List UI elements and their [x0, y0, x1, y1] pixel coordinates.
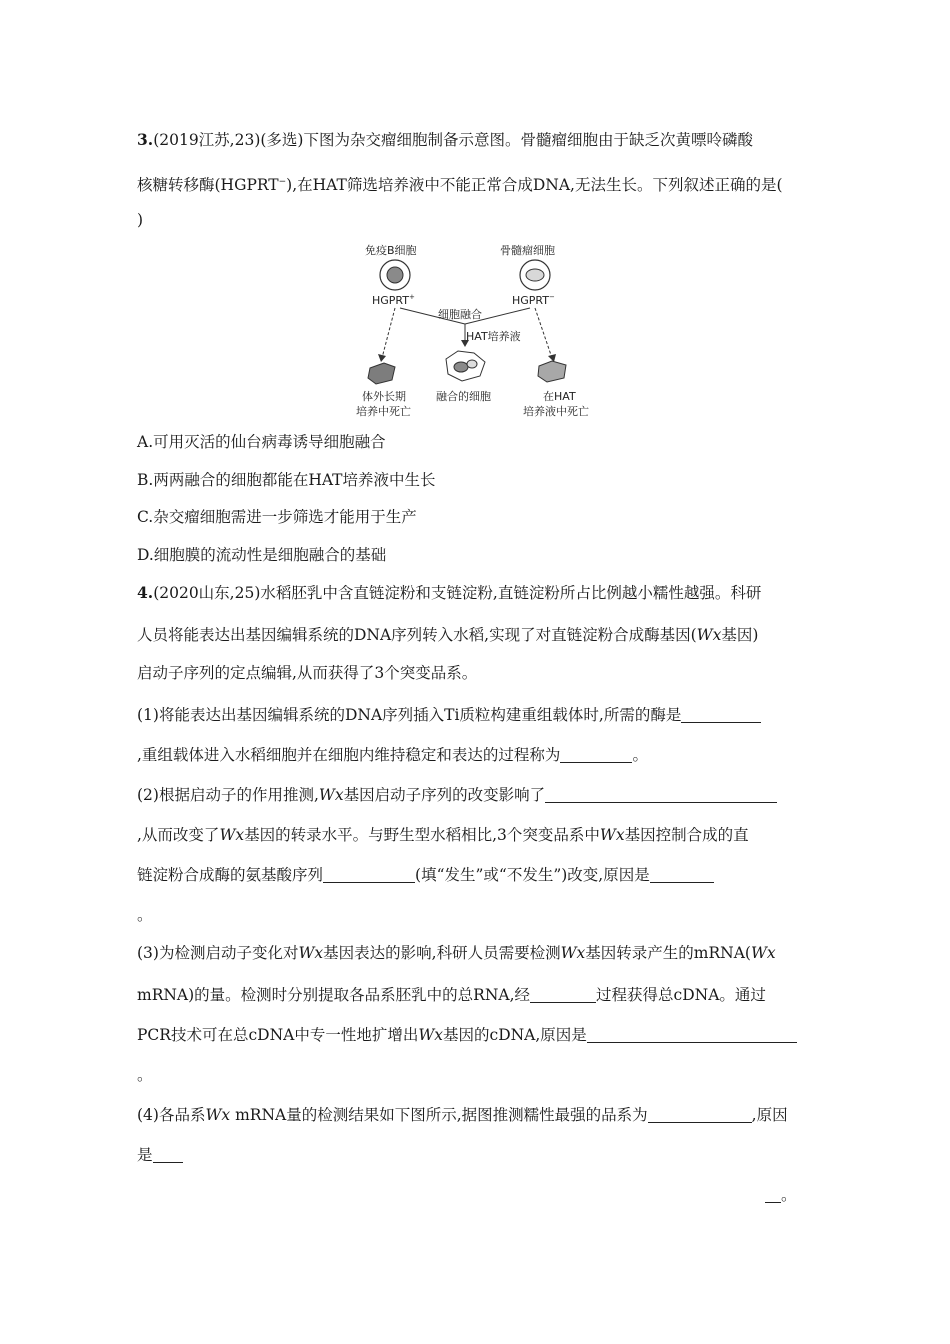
p3-text-3b: 基因的cDNA,原因是 [443, 1026, 587, 1044]
p4-end-mark: 。 [781, 1186, 797, 1204]
option-b: B.两两融合的细胞都能在HAT培养液中生长 [137, 471, 436, 489]
q4-source: (2020山东,25) [153, 584, 261, 602]
q3-number: 3. [137, 130, 154, 149]
fused-label: 融合的细胞 [436, 390, 491, 403]
q3-stem-2b: ),在HAT筛选培养液中不能正常合成DNA,无法生长。下列叙述正确的是( [286, 176, 783, 195]
p1-text: (1)将能表达出基因编辑系统的DNA序列插入Ti质粒构建重组载体时,所需的酶是 [137, 706, 682, 724]
q4-p3-line-1 [137, 943, 776, 963]
p2-text-3a: 链淀粉合成酶的氨基酸序列 [137, 866, 324, 884]
gene-wx: Wx [205, 1106, 231, 1124]
fusion-label: 细胞融合 [438, 308, 482, 321]
myeloma-nucleus [526, 269, 544, 281]
blank-4[interactable] [323, 866, 415, 883]
p3-text-3a: PCR技术可在总cDNA中专一性地扩增出 [137, 1026, 419, 1044]
option-d: D.细胞膜的流动性是细胞融合的基础 [137, 546, 387, 564]
b-cell-nucleus [387, 267, 403, 283]
blank-1[interactable] [681, 706, 761, 723]
q3-source: (2019江苏,23)(多选) [153, 131, 304, 149]
q3-stem-3: ) [137, 211, 144, 229]
p2-text-3b: (填“发生”或“不发生”)改变,原因是 [415, 866, 650, 884]
q3-stem-1: 下图为杂交瘤细胞制备示意图。骨髓瘤细胞由于缺乏次黄嘌呤磷酸 [303, 131, 753, 149]
p2-text-2c: 基因控制合成的直 [624, 826, 749, 844]
q4-p4-line-2 [137, 1145, 183, 1165]
option-a: A.可用灭活的仙台病毒诱导细胞融合 [137, 433, 386, 451]
gene-wx: Wx [219, 826, 245, 844]
p3-text-2a: mRNA)的量。检测时分别提取各品系胚乳中的总RNA,经 [137, 986, 531, 1004]
blank-2[interactable] [560, 746, 632, 763]
p4-text-1c: ,原因 [751, 1106, 788, 1124]
p2-text-2a: ,从而改变了 [137, 826, 220, 844]
q3-stem-2a: 核糖转移酶(HGPRT [137, 176, 279, 195]
die2-l2: 培养液中死亡 [523, 405, 589, 418]
q4-p3-line-3 [137, 1025, 797, 1045]
q4-stem-2a: 人员将能表达出基因编辑系统的DNA序列转入水稻,实现了对直链淀粉合成酶基因( [137, 626, 697, 644]
q4-p1-line-2 [137, 745, 648, 765]
die1-l2: 培养中死亡 [356, 405, 411, 418]
p2-text-1b: 基因启动子序列的改变影响了 [343, 786, 546, 804]
die2-l1: 在HAT [543, 390, 576, 403]
gene-wx: Wx [696, 626, 722, 644]
blank-6[interactable] [530, 986, 596, 1003]
hgprt-neg-label: HGPRT− [512, 293, 555, 307]
p4-text-1a: (4)各品系 [137, 1106, 206, 1124]
option-c: C.杂交瘤细胞需进一步筛选才能用于生产 [137, 508, 417, 526]
hybridoma-diagram [340, 232, 620, 432]
q3-line-1 [137, 130, 753, 150]
p3-text-1a: (3)为检测启动子变化对 [137, 944, 299, 962]
q4-line-2 [137, 625, 758, 645]
gene-wx: Wx [418, 1026, 444, 1044]
gene-wx: Wx [560, 944, 586, 962]
gene-wx: Wx [599, 826, 625, 844]
blank-5[interactable] [650, 866, 714, 883]
p2-text-2b: 基因的转录水平。与野生型水稻相比,3个突变品系中 [244, 826, 600, 844]
dead-cell-right [538, 361, 566, 382]
b-cell-label: 免疫B细胞 [365, 244, 417, 257]
myeloma-label: 骨髓瘤细胞 [500, 244, 555, 257]
q3-line-3 [137, 210, 143, 230]
blank-8[interactable] [648, 1106, 752, 1123]
p3-text-1c: 基因转录产生的mRNA( [585, 944, 751, 962]
q4-stem-2b: 基因) [721, 626, 759, 644]
p1-end: 。 [632, 746, 648, 764]
q4-p3-line-4: 。 [137, 1066, 153, 1084]
q4-p2-line-4: 。 [137, 906, 153, 924]
q4-line-1 [137, 583, 761, 603]
q4-p1-line-1 [137, 705, 761, 725]
blank-9[interactable] [153, 1146, 183, 1163]
hat-label: HAT培养液 [466, 330, 521, 343]
q3-line-2: 核糖转移酶(HGPRT−),在HAT筛选培养液中不能正常合成DNA,无法生长。下列叙述正确的是( [137, 176, 783, 195]
dead-cell-left [368, 363, 395, 384]
p4-text-2: 是 [137, 1146, 153, 1164]
p4-text-1b: mRNA量的检测结果如下图所示,据图推测糯性最强的品系为 [230, 1106, 648, 1124]
die1-l1: 体外长期 [362, 390, 406, 403]
gene-wx: Wx [298, 944, 324, 962]
q4-p4-end [765, 1185, 797, 1205]
blank-9-continued[interactable] [765, 1186, 781, 1203]
q4-p2-line-1 [137, 785, 777, 805]
q4-stem-1: 水稻胚乳中含直链淀粉和支链淀粉,直链淀粉所占比例越小糯性越强。科研 [260, 584, 762, 602]
p3-text-2b: 过程获得总cDNA。通过 [596, 986, 766, 1004]
q4-p2-line-3 [137, 865, 714, 885]
p1-text-2: ,重组载体进入水稻细胞并在细胞内维持稳定和表达的过程称为 [137, 746, 561, 764]
q4-p3-line-2 [137, 985, 766, 1005]
p2-text-1a: (2)根据启动子的作用推测, [137, 786, 319, 804]
q4-line-3: 启动子序列的定点编辑,从而获得了3个突变品系。 [137, 664, 478, 682]
q4-p4-line-1 [137, 1105, 788, 1125]
gene-wx: Wx [318, 786, 344, 804]
hgprt-pos-label: HGPRT+ [372, 293, 415, 307]
blank-3[interactable] [545, 786, 777, 803]
blank-7[interactable] [587, 1026, 797, 1043]
p3-text-1b: 基因表达的影响,科研人员需要检测 [323, 944, 561, 962]
q4-p2-line-2 [137, 825, 749, 845]
q4-number: 4. [137, 583, 154, 602]
gene-wx: Wx [750, 944, 776, 962]
